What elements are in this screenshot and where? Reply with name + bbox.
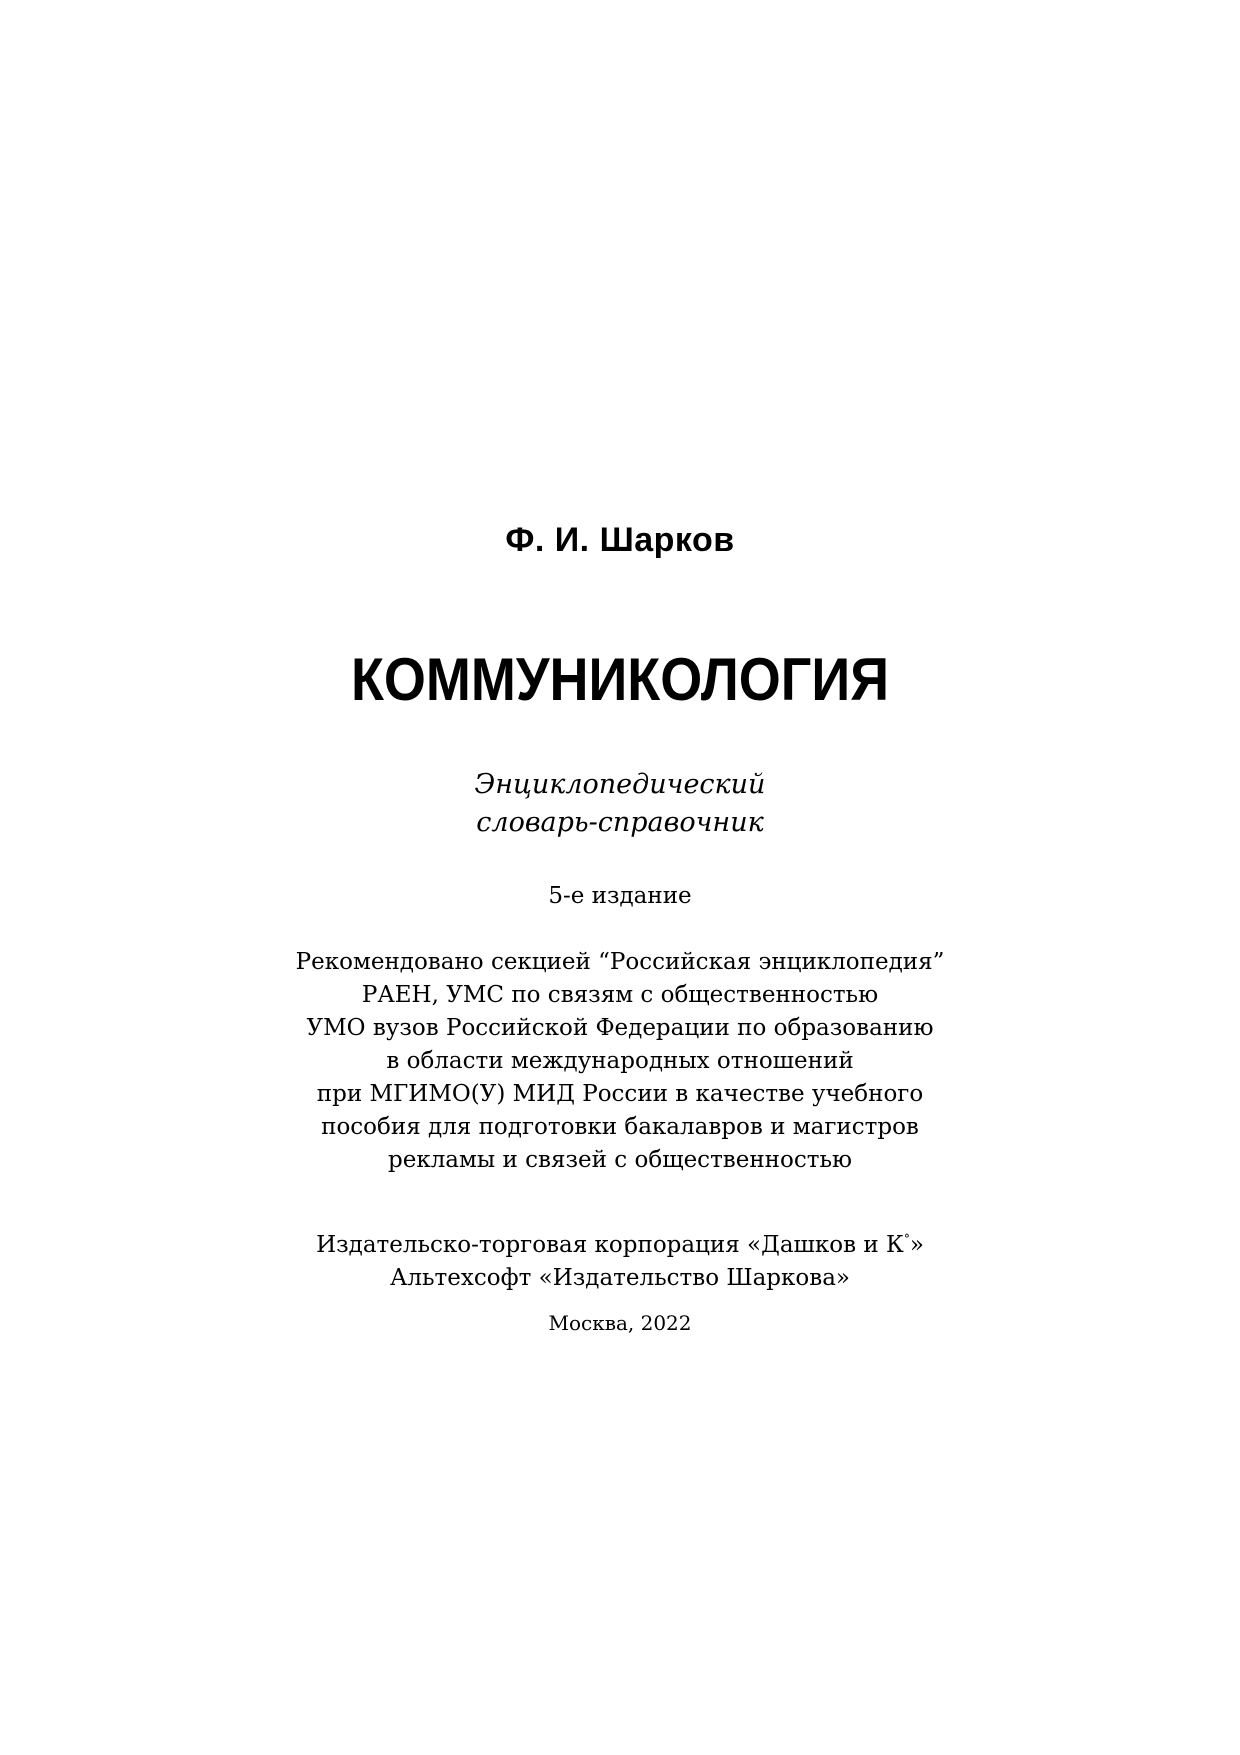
subtitle-line-2: словарь-справочник [476,807,764,838]
publisher-name-text: Издательско-торговая корпорация «Дашков и К [316,1232,904,1258]
recommendation-line: рекламы и связей с общественностью [387,1147,853,1173]
recommendation-line: в области международных отношений [386,1048,854,1074]
recommendation-line: УМО вузов Российской Федерации по образованию [306,1015,934,1041]
publisher-line-1 [0,1232,1240,1258]
recommendation-line: Рекомендовано секцией “Российская энциклопедия” [295,949,945,975]
recommendation-line: пособия для подготовки бакалавров и магистров [321,1114,919,1140]
book-title: КОММУНИКОЛОГИЯ [350,646,890,713]
degree-superscript: ° [903,1232,910,1246]
publisher-name-close-quote: » [909,1232,924,1258]
imprint-city-year: Москва, 2022 [548,1311,692,1335]
edition-label: 5-е издание [548,883,692,909]
author-name: Ф. И. Шарков [505,521,735,559]
recommendation-line: РАЕН, УМС по связям с общественностью [361,982,879,1008]
publisher-line-2: Альтехсофт «Издательство Шаркова» [390,1265,850,1291]
recommendation-line: при МГИМО(У) МИД России в качестве учебного [316,1081,924,1107]
subtitle-line-1: Энциклопедический [474,769,766,800]
